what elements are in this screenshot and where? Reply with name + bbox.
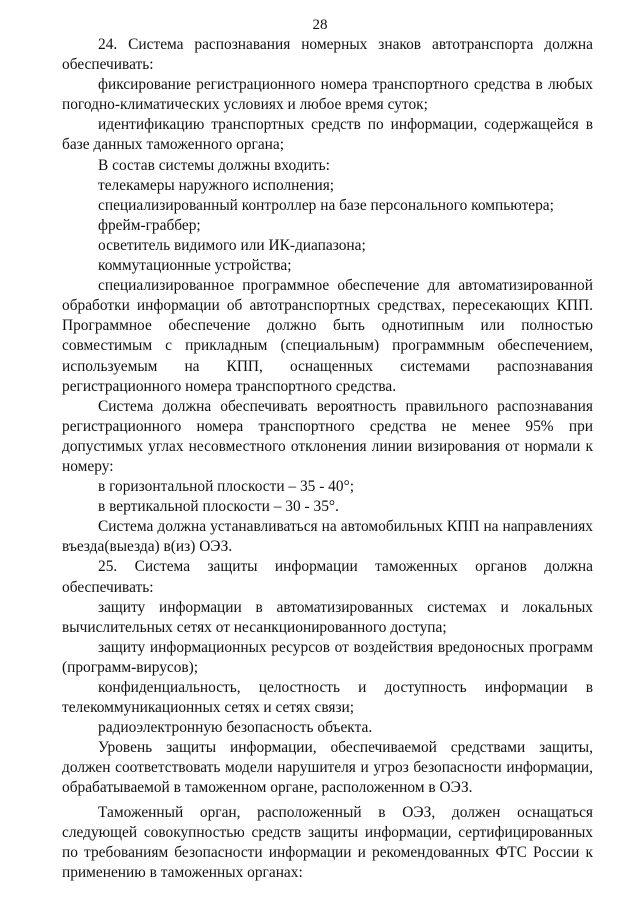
component-switching-devices: коммутационные устройства; xyxy=(98,257,292,275)
requirement-plate-fixation: фиксирование регистрационного номера транспортного средства в любых погодно-климатических условиях и любое время суток; xyxy=(62,76,593,114)
installation-requirement: Система должна устанавливаться на автомобильных КПП на направлениях въезда(выезда) в(из) ОЭЗ. xyxy=(62,518,593,556)
requirement-vehicle-identification: идентификацию транспортных средств по информации, содержащейся в базе данных таможенного органа; xyxy=(62,116,593,154)
component-illuminator: осветитель видимого или ИК-диапазона; xyxy=(98,236,366,254)
page-number: 28 xyxy=(312,17,328,33)
protection-level-paragraph: Уровень защиты информации, обеспечиваемой средствами защиты, должен соответствовать модели нарушителя и угроз безопасности информации, обрабатываемой в таможенном органе, расположенном в ОЭЗ. xyxy=(62,739,593,797)
horizontal-angle-range: в горизонтальной плоскости – 35 - 40°; xyxy=(98,478,355,496)
component-frame-grabber: фрейм-граббер; xyxy=(98,216,201,234)
customs-equipment-paragraph: Таможенный орган, расположенный в ОЭЗ, должен оснащаться следующей совокупностью средств защиты информации, сертифицированных по требованиям безопасности информации и рекомендованных ФТС России к применению в таможенных органах: xyxy=(62,803,593,881)
component-software: специализированное программное обеспечение для автоматизированной обработки информации об автотранспортных средствах, пересекающих КПП. Программное обеспечение должно быть однотипным или полностью совместимым с прикладным (специальным) программным обеспечением, используемым на КПП, оснащенных системами распознавания регистрационного номера транспортного средства. xyxy=(62,277,593,395)
protection-radio-electronic: радиоэлектронную безопасность объекта. xyxy=(98,719,373,737)
system-composition-heading: В состав системы должны входить: xyxy=(98,156,330,174)
recognition-accuracy-requirement: Система должна обеспечивать вероятность правильного распознавания регистрационного номера транспортного средства не менее 95% при допустимых углах несовместного отклонения линии визирования от нормали к номеру: xyxy=(62,397,593,475)
protection-malware: защиту информационных ресурсов от воздействия вредоносных программ (программ-вирусов); xyxy=(62,638,593,676)
component-cameras: телекамеры наружного исполнения; xyxy=(98,176,335,194)
section-24-intro: 24. Система распознавания номерных знаков автотранспорта должна обеспечивать: xyxy=(62,36,593,74)
protection-unauthorized-access: защиту информации в автоматизированных системах и локальных вычислительных сетях от несанкционированного доступа; xyxy=(62,598,593,636)
section-25-intro: 25. Система защиты информации таможенных органов должна обеспечивать: xyxy=(62,558,593,596)
document-body xyxy=(62,35,593,883)
protection-telecom-networks: конфиденциальность, целостность и доступность информации в телекоммуникационных сетях и сетях связи; xyxy=(62,679,593,717)
component-controller: специализированный контроллер на базе персонального компьютера; xyxy=(98,196,554,214)
vertical-angle-range: в вертикальной плоскости – 30 - 35°. xyxy=(98,498,339,516)
